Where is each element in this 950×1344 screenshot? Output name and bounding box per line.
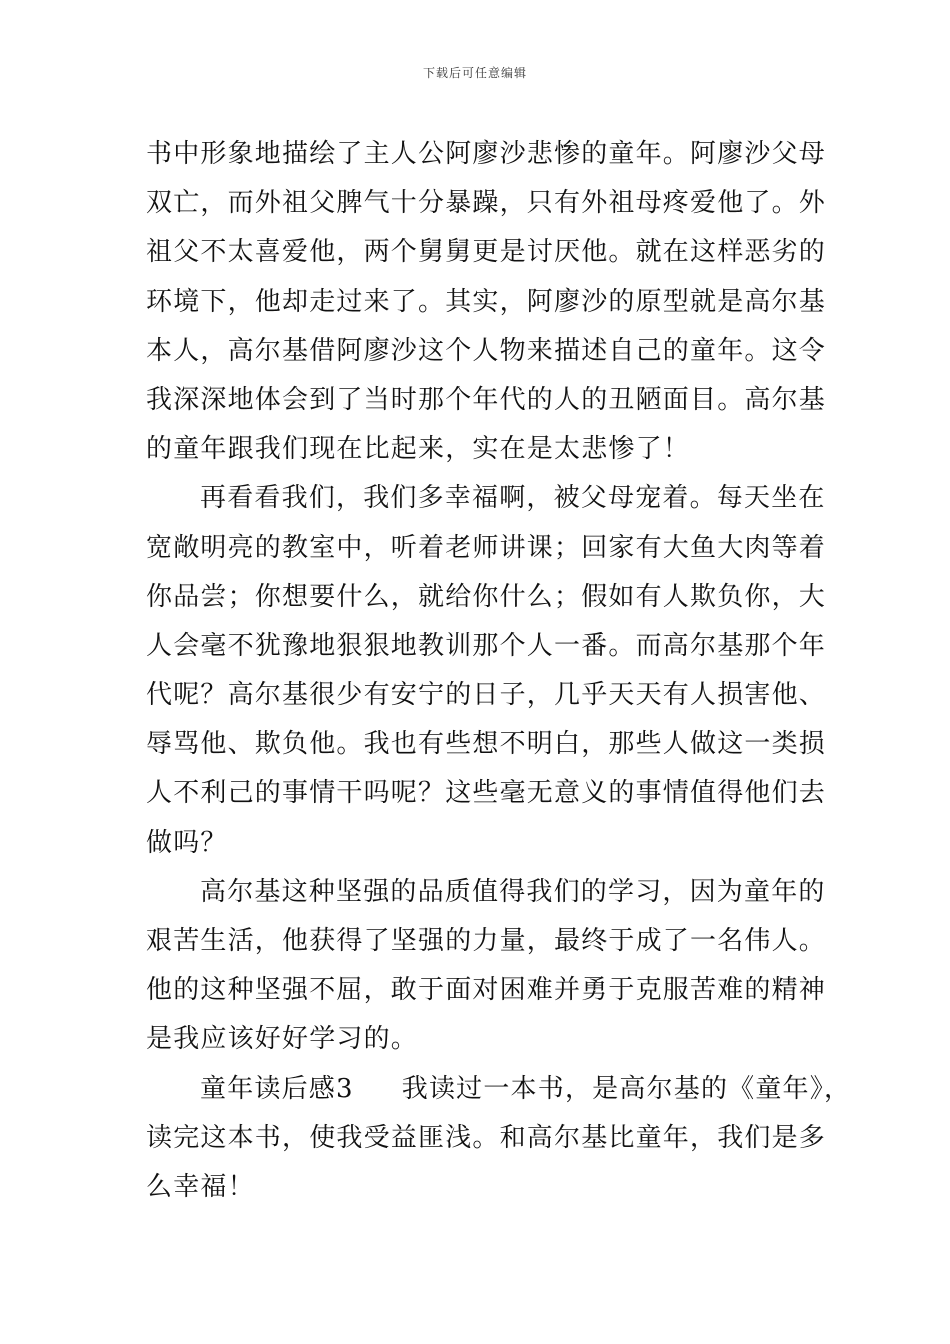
document-body (146, 130, 852, 1212)
text-line: 读完这本书，使我受益匪浅。和高尔基比童年，我们是多 (146, 1122, 827, 1153)
text-line: 的童年跟我们现在比起来，实在是太悲惨了！ (146, 434, 691, 465)
text-line: 双亡，而外祖父脾气十分暴躁，只有外祖母疼爱他了。外 (146, 188, 827, 219)
paragraph-first-line: 再看看我们，我们多幸福啊，被父母宠着。每天坐在 (200, 483, 826, 514)
text-line: 么幸福！ (146, 1171, 255, 1202)
text-line: 是我应该好好学习的。 (146, 1024, 419, 1055)
text-line: 环境下，他却走过来了。其实，阿廖沙的原型就是高尔基 (146, 286, 827, 317)
text-line: 祖父不太喜爱他，两个舅舅更是讨厌他。就在这样恶劣的 (146, 237, 827, 268)
text-line: 他的这种坚强不屈，敢于面对困难并勇于克服苦难的精神 (146, 975, 827, 1006)
text-line: 你品尝；你想要什么，就给你什么；假如有人欺负你，大 (146, 581, 827, 612)
text-line: 人会毫不犹豫地狠狠地教训那个人一番。而高尔基那个年 (146, 630, 827, 661)
section-heading-line (146, 1065, 852, 1114)
page-header: 下载后可任意编辑 (422, 66, 527, 80)
text-line: 人不利己的事情干吗呢？这些毫无意义的事情值得他们去 (146, 778, 827, 809)
section-first-sentence: 我读过一本书，是高尔基的《童年》， (401, 1073, 852, 1104)
text-line: 书中形象地描绘了主人公阿廖沙悲惨的童年。阿廖沙父母 (146, 139, 827, 169)
text-line: 宽敞明亮的教室中，听着老师讲课；回家有大鱼大肉等着 (146, 532, 827, 563)
text-line: 本人，高尔基借阿廖沙这个人物来描述自己的童年。这令 (146, 335, 827, 366)
text-line: 艰苦生活，他获得了坚强的力量，最终于成了一名伟人。 (146, 926, 827, 956)
text-line: 我深深地体会到了当时那个年代的人的丑陋面目。高尔基 (146, 384, 827, 415)
section-title: 童年读后感3 (200, 1073, 354, 1104)
text-line: 代呢？高尔基很少有安宁的日子，几乎天天有人损害他、 (146, 680, 827, 711)
text-line: 辱骂他、欺负他。我也有些想不明白，那些人做这一类损 (146, 729, 827, 760)
text-line: 做吗？ (146, 827, 228, 858)
paragraph-first-line: 高尔基这种坚强的品质值得我们的学习，因为童年的 (200, 876, 826, 907)
